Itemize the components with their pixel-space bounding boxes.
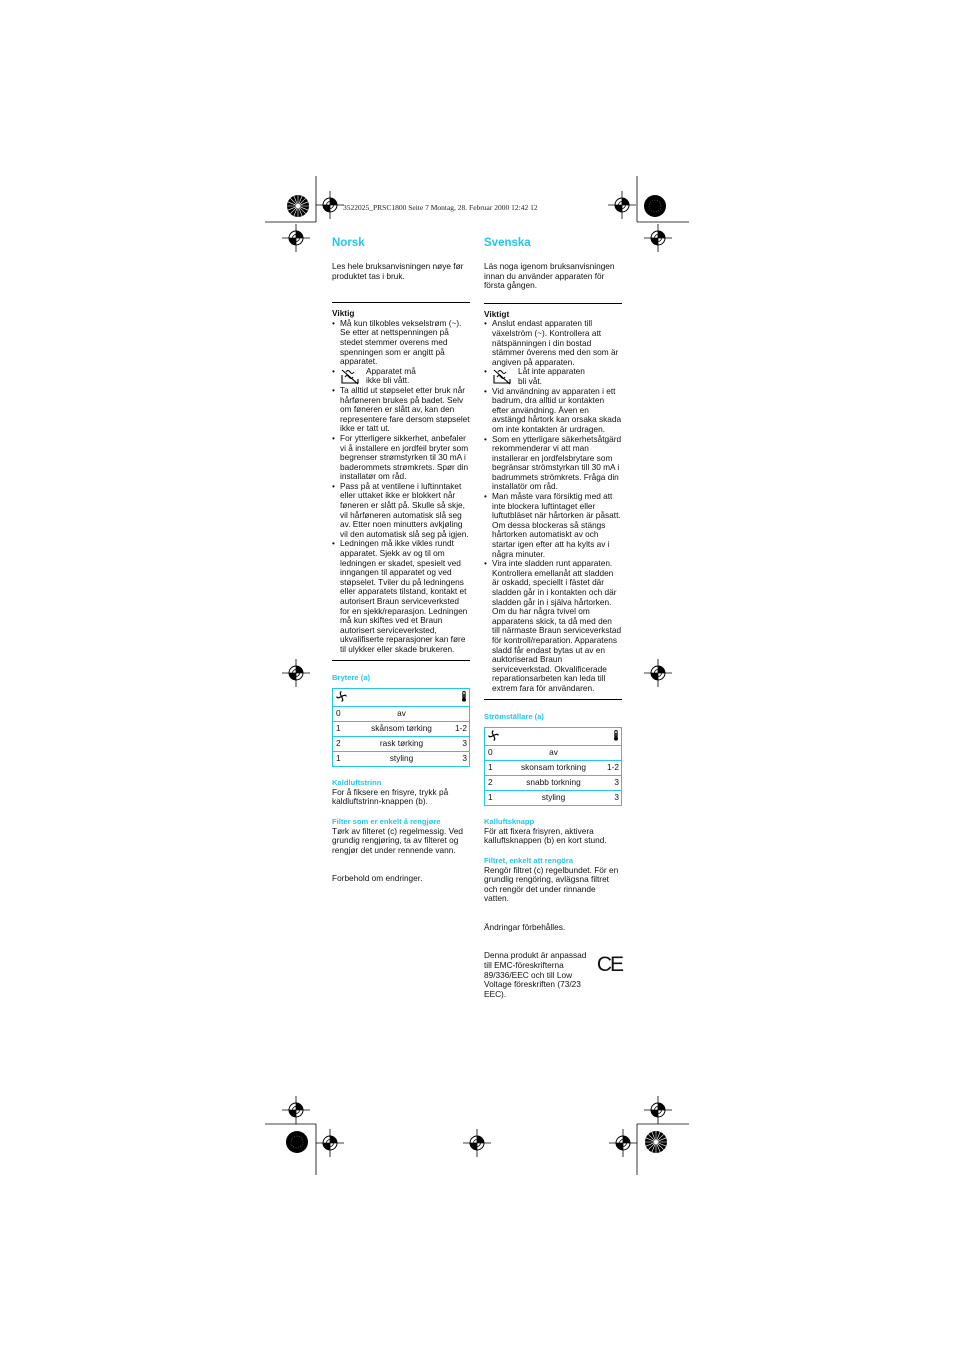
switch-table: [332, 688, 470, 767]
list-item: [484, 367, 622, 386]
table-row: 1 styling 3: [333, 752, 470, 767]
cool-air-text: För att fixera frisyren, aktivera kalluftsknappen (b) en kort stund.: [484, 825, 607, 846]
section-title-norsk: Norsk: [332, 237, 365, 249]
list-item: • Må kun tilkobles vekselstrøm (~). Se etter at nettspenningen på stedet stemmer overens med spenningen som er angitt på apparatet.: [332, 319, 470, 367]
table-header-row: [485, 728, 622, 746]
divider: [484, 699, 622, 700]
divider: [332, 302, 470, 303]
safety-list: [484, 319, 622, 693]
reserve-text: Forbehold om endringer.: [332, 873, 423, 884]
table-row: 1 skånsom tørking 1-2: [333, 722, 470, 737]
switch-heading: Strömställare (a): [484, 711, 544, 721]
table-header-row: [333, 689, 470, 707]
list-item: • Vid användning av apparaten i ett badrum, dra alltid ur kontakten efter användning. Även en avstängd hårtork kan orsaka skada om inte kontakten är urdragen.: [484, 387, 622, 435]
list-item: • For ytterligere sikkerhet, anbefaler vi å installere en jordfeil bryter som begrenser strømstyrken til 30 mA i baderommets strømkrets. Spør din installatør om råd.: [332, 434, 470, 482]
cool-air-heading: Kaldluftstrinn: [332, 778, 382, 788]
filter-heading: Filtret, enkelt att rengöra: [484, 855, 574, 865]
table-row: 2 rask tørking 3: [333, 737, 470, 752]
divider: [484, 303, 622, 304]
list-item: • Man måste vara försiktig med att inte blockera luftintaget eller luftutbläset när hårtorken är påsatt. Om dessa blockeras så stängs hårtorken automatiskt av och startar igen efter att ha kylts av i några minuter.: [484, 492, 622, 559]
svenska-column: [484, 236, 622, 999]
list-item: • Som en ytterligare säkerhetsåtgärd rekommenderar vi att man installerar en jordfelsbrytare som begränsar strömstyrkan till 30 mA i badrummets strömkrets. Fråga din installatör om råd.: [484, 435, 622, 493]
thermometer-icon: [461, 691, 467, 702]
fan-icon: [336, 691, 347, 702]
table-row: 1 styling 3: [485, 791, 622, 806]
list-item: [332, 367, 470, 386]
fan-icon: [488, 730, 499, 741]
intro-text: Läs noga igenom bruksanvisningen innan du använder apparaten för första gången.: [484, 261, 615, 291]
table-row: 2 snabb torkning 3: [485, 776, 622, 791]
filter-text: Tørk av filteret (c) regelmessig. Ved grundig rengjøring, ta av filteret og rengjør det under rennende vann.: [332, 825, 463, 855]
table-row: 0 av: [485, 746, 622, 761]
list-item: • Vira inte sladden runt apparaten. Kontrollera emellanåt att sladden är oskadd, speciellt i fästet där sladden går in i kontakten och där sladden går in i själva hårtorken. Om du har några tvivel om apparatens skick, ta då med den till närmaste Braun serviceverkstad för kontroll/reparation. Apparatens sladd får endast bytas ut av en auktoriserad Braun serviceverkstad. Okvalificerade reparationsarbeten kan leda till extrem fara för användaren.: [484, 559, 622, 693]
divider: [332, 660, 470, 661]
no-water-icon: [492, 368, 512, 386]
switch-heading: Brytere (a): [332, 672, 370, 682]
section-title-svenska: Svenska: [484, 237, 531, 249]
emc-text: Denna produkt är anpassad till EMC-föreskrifterna 89/336/EEC och till Low Voltage föreskriften (73/23 EEC).: [484, 950, 587, 999]
intro-text: Les hele bruksanvisningen nøye før produktet tas i bruk.: [332, 261, 464, 281]
switch-table: [484, 727, 622, 806]
reserve-text: Ändringar förbehålles.: [484, 921, 566, 932]
list-item: • Anslut endast apparaten till växelström (~). Kontrollera att nätspänningen i din bostad stämmer överens med den som är angiven på apparaten.: [484, 319, 622, 367]
filter-heading: Filter som er enkelt å rengjøre: [332, 816, 441, 826]
safety-list: [332, 319, 470, 655]
list-item-text: • Apparatet må ikke bli vått.: [366, 365, 416, 386]
cool-air-heading: Kalluftsknapp: [484, 817, 535, 827]
important-heading: Viktig: [332, 308, 355, 319]
filter-text: Rengör filtret (c) regelbundet. För en grundlig rengöring, avlägsna filtret och rengör det under rinnande vatten.: [484, 864, 619, 904]
norsk-column: [332, 236, 470, 884]
list-item: • Ta alltid ut støpselet etter bruk når hårføneren brukes på badet. Selv om føneren er slått av, kan den representere fare dersom støpselet ikke er tatt ut.: [332, 386, 470, 434]
table-row: 0 av: [333, 707, 470, 722]
no-water-icon: [340, 368, 360, 386]
cool-air-text: For å fiksere en frisyre, trykk på kaldluftstrinn-knappen (b).: [332, 786, 449, 807]
list-item: • Pass på at ventilene i luftinntaket eller uttaket ikke er blokkert når føneren er slått på. Skulle så skje, vil hårføneren automatisk slå seg av. Etter noen minutters avkjøling vil den automatisk slå seg på igjen.: [332, 482, 470, 540]
print-slug-line: 3522025_PRSC1800 Seite 7 Montag, 28. Februar 2000 12:42 12: [343, 203, 538, 212]
important-heading: Viktigt: [484, 308, 510, 319]
list-item-text: • Låt inte apparaten bli våt.: [518, 366, 585, 386]
ce-mark-icon: CE: [596, 953, 622, 977]
table-row: 1 skonsam torkning 1-2: [485, 761, 622, 776]
list-item: • Ledningen må ikke vikles rundt apparatet. Sjekk av og til om ledningen er skadet, spesielt ved inngangen til apparatet og ved støpselet. Tviler du på ledningens eller apparatets tilstand, kontakt et autorisert Braun serviceverksted for en sjekk/reparasjon. Ledningen må kun skiftes ved et Braun autorisert serviceverksted, ukvalifiserte reparasjoner kan føre til ulykker eller skade brukeren.: [332, 539, 470, 654]
emc-notice: [484, 951, 622, 999]
thermometer-icon: [613, 730, 619, 741]
